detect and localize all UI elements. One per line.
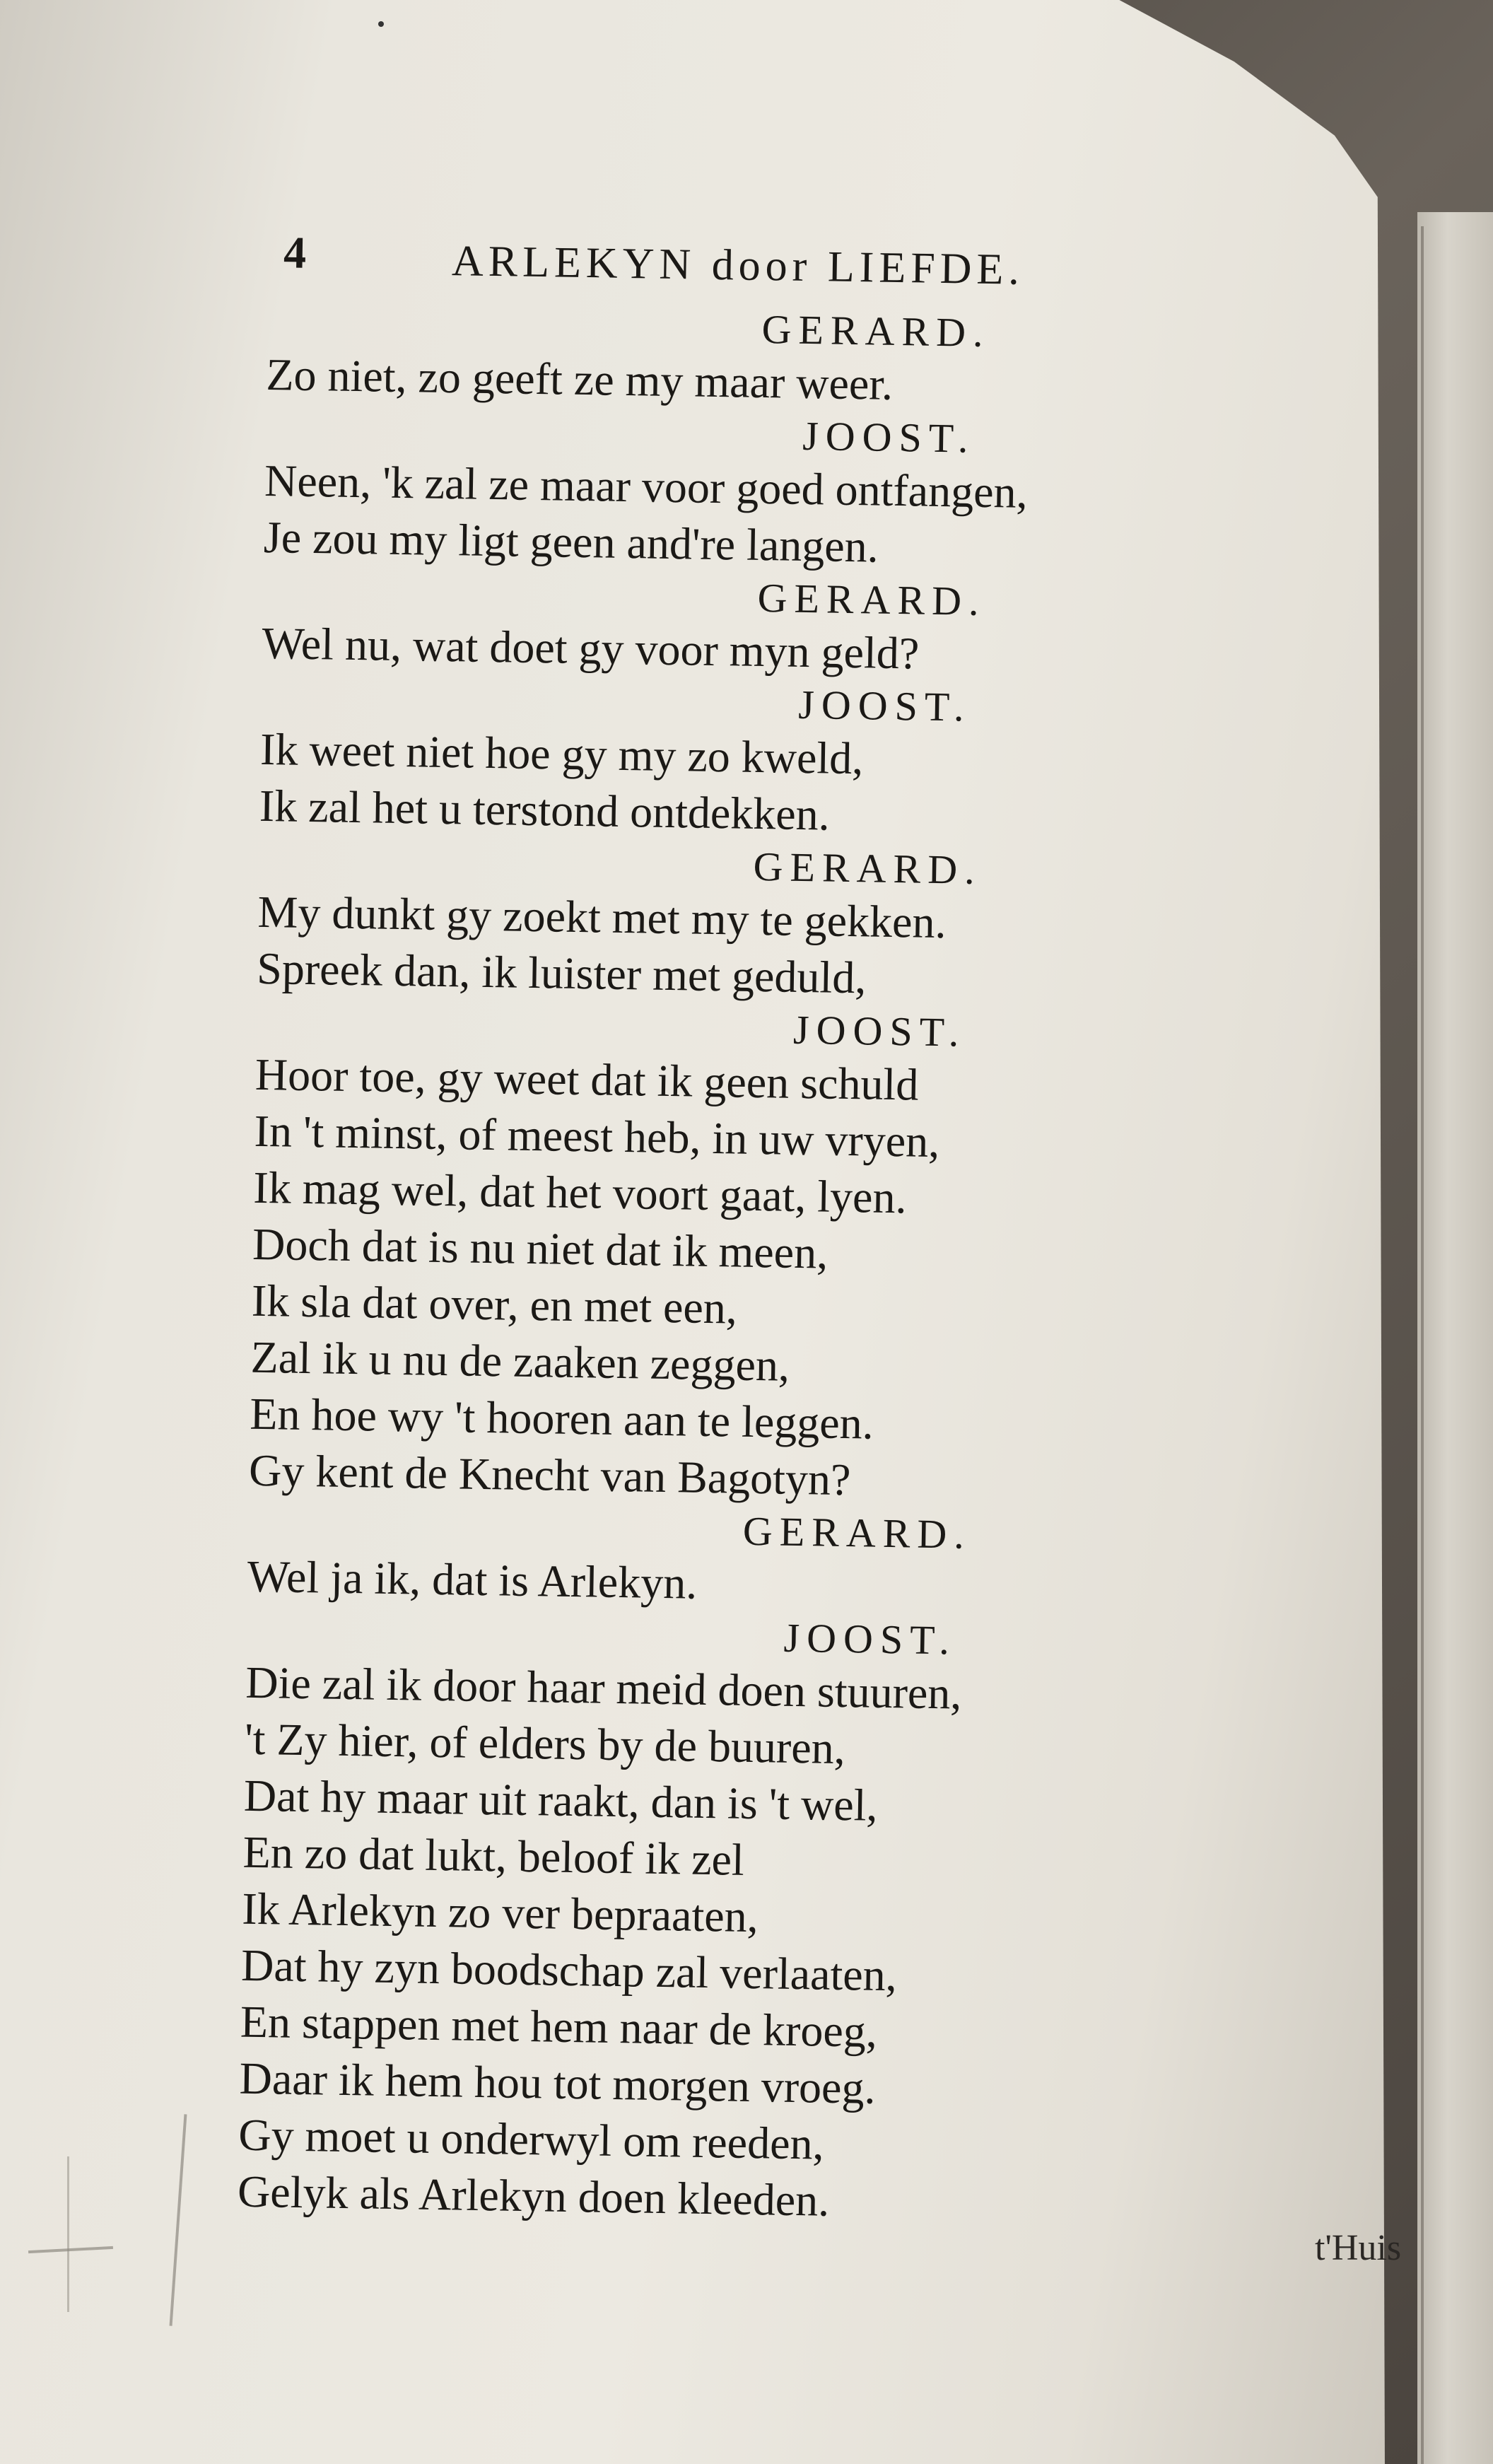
verse-line: Gelyk als Arlekyn doen kleeden. — [237, 2166, 830, 2226]
running-title: ARLEKYN door LIEFDE. — [451, 237, 1025, 294]
page-text — [238, 219, 1400, 2238]
verse-line: En zo dat lukt, beloof ik zel — [242, 1826, 745, 1885]
verse-line: Gy moet u onderwyl om reeden, — [238, 2109, 825, 2169]
verse-line: Zo niet, zo geeft ze my maar weer. — [265, 349, 894, 409]
verse-line: Doch dat is nu niet dat ik meen, — [252, 1218, 829, 1278]
page-gutter — [1421, 226, 1424, 2464]
verse-line: Die zal ik door haar meid doen stuuren, — [245, 1657, 962, 1719]
verse-line: Wel nu, wat doet gy voor myn geld? — [262, 617, 920, 679]
verse-line: Daar ik hem hou tot morgen vroeg. — [239, 2053, 877, 2113]
speaker-name: JOOST. — [802, 412, 976, 462]
verse-line: Wel ja ik, dat is Arlekyn. — [247, 1551, 698, 1608]
verse-line: Ik Arlekyn zo ver bepraaten, — [241, 1883, 759, 1942]
verse-line: 't Zy hier, of elders by de buuren, — [244, 1713, 846, 1774]
pencil-mark-vertical — [67, 2156, 69, 2312]
catchword: t'Huis — [1315, 2228, 1402, 2268]
ink-speck — [378, 21, 384, 27]
verse-line: Je zou my ligt geen and're langen. — [263, 511, 879, 572]
next-page-edge — [1417, 212, 1493, 2464]
verse-lines — [238, 297, 1399, 2238]
speaker-name: GERARD. — [757, 574, 987, 624]
speaker-name: JOOST. — [783, 1614, 957, 1664]
verse-line: In 't minst, of meest heb, in uw vryen, — [254, 1105, 940, 1167]
speaker-name: GERARD. — [761, 305, 991, 356]
verse-line: Gy kent de Knecht van Bagotyn? — [248, 1444, 851, 1505]
verse-line: En stappen met hem naar de kroeg, — [240, 1996, 878, 2057]
speaker-name: JOOST. — [797, 681, 972, 730]
verse-line: En hoe wy 't hooren aan te leggen. — [249, 1388, 874, 1449]
verse-line: My dunkt gy zoekt met my te gekken. — [257, 886, 947, 948]
verse-line: Hoor toe, gy weet dat ik geen schuld — [254, 1049, 919, 1110]
speaker-name: JOOST. — [792, 1006, 966, 1056]
verse-line: Spreek dan, ik luister met geduld, — [256, 942, 867, 1003]
verse-line: Ik weet niet hoe gy my zo kweld, — [259, 723, 864, 784]
page-number: 4 — [283, 227, 312, 278]
verse-line: Ik zal het u terstond ontdekken. — [259, 780, 831, 840]
verse-line: Dat hy zyn boodschap zal verlaaten, — [240, 1939, 898, 2001]
verse-line: Zal ik u nu de zaaken zeggen, — [250, 1331, 790, 1391]
verse-line: Neen, 'k zal ze maar voor goed ontfangen, — [264, 455, 1029, 518]
verse-line: Ik sla dat over, en met een, — [251, 1275, 738, 1333]
verse-line: Ik mag wel, dat het voort gaat, lyen. — [252, 1162, 908, 1223]
verse-line: Dat hy maar uit raakt, dan is 't wel, — [243, 1770, 879, 1831]
speaker-name: GERARD. — [742, 1507, 972, 1558]
speaker-name: GERARD. — [753, 843, 983, 893]
